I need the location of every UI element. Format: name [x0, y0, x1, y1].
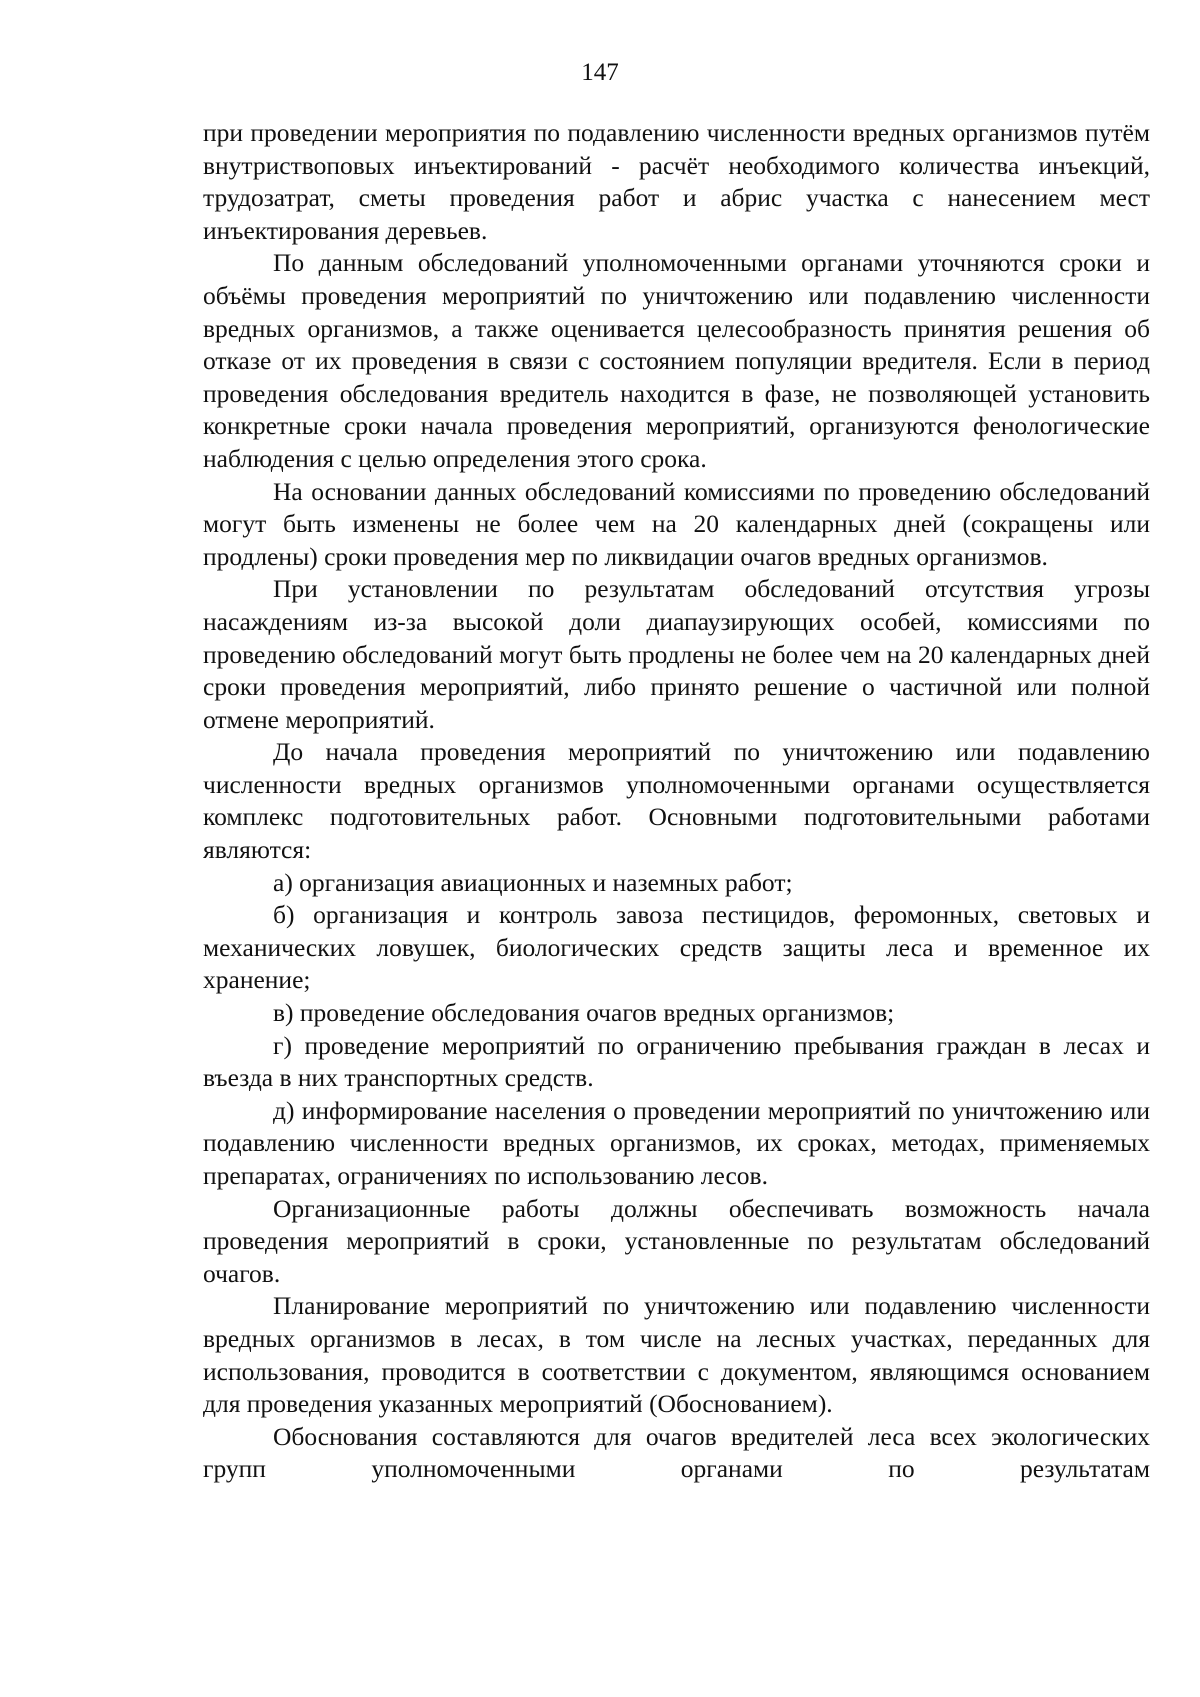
paragraph-7: Планирование мероприятий по уничтожению или подавлению численности вредных организмов в лесах, в том числе на лесных участках, переданных для использования, проводится в соответствии с документом, являющимся основанием для проведения указанных мероприятий (Обоснованием). — [203, 1291, 1150, 1419]
list-item-d: д) информирование населения о проведении мероприятий по уничтожению или подавлению численности вредных организмов, их сроках, методах, применяемых препаратах, ограничениях по использованию лесов. — [203, 1095, 1150, 1190]
body-text — [203, 117, 1150, 1486]
paragraph-3: На основании данных обследований комиссиями по проведению обследований могут быть изменены не более чем на 20 календарных дней (сокращены или продлены) сроки проведения мер по ликвидации очагов вредных организмов. — [203, 476, 1150, 571]
list-item-v: в) проведение обследования очагов вредных организмов; — [273, 998, 895, 1028]
paragraph-1: при проведении мероприятия по подавлению численности вредных организмов путём внутриствоповых инъектирований - расчёт необходимого количества инъекций, трудозатрат, сметы проведения работ и абрис участка с нанесением мест инъектирования деревьев. — [203, 118, 1150, 245]
list-item-a: а) организация авиационных и наземных работ; — [273, 867, 793, 897]
list-item-g: г) проведение мероприятий по ограничению пребывания граждан в лесах и въезда в них транспортных средств. — [203, 1030, 1150, 1093]
paragraph-6: Организационные работы должны обеспечивать возможность начала проведения мероприятий в сроки, установленные по результатам обследований очагов. — [203, 1193, 1150, 1288]
paragraph-4: При установлении по результатам обследований отсутствия угрозы насаждениям из-за высокой доли диапаузирующих особей, комиссиями по проведению обследований могут быть продлены не более чем на 20 календарных дней сроки проведения мероприятий, либо принято решение о частичной или полной отмене мероприятий. — [203, 574, 1150, 734]
paragraph-2: По данным обследований уполномоченными органами уточняются сроки и объёмы проведения мероприятий по уничтожению или подавлению численности вредных организмов, а также оценивается целесообразность принятия решения об отказе от их проведения в связи с состоянием популяции вредителя. Если в период проведения обследования вредитель находится в фазе, не позволяющей установить конкретные сроки начала проведения мероприятий, организуются фенологические наблюдения с целью определения этого срока. — [203, 248, 1150, 473]
page-number: 147 — [581, 59, 619, 86]
paragraph-8: Обоснования составляются для очагов вредителей леса всех экологических групп уполномоченными органами по результатам — [203, 1421, 1150, 1484]
list-item-b: б) организация и контроль завоза пестицидов, феромонных, световых и механических ловушек, биологических средств защиты леса и временное их хранение; — [203, 900, 1150, 995]
paragraph-5: До начала проведения мероприятий по уничтожению или подавлению численности вредных организмов уполномоченными органами осуществляется комплекс подготовительных работ. Основными подготовительными работами являются: — [203, 737, 1150, 865]
